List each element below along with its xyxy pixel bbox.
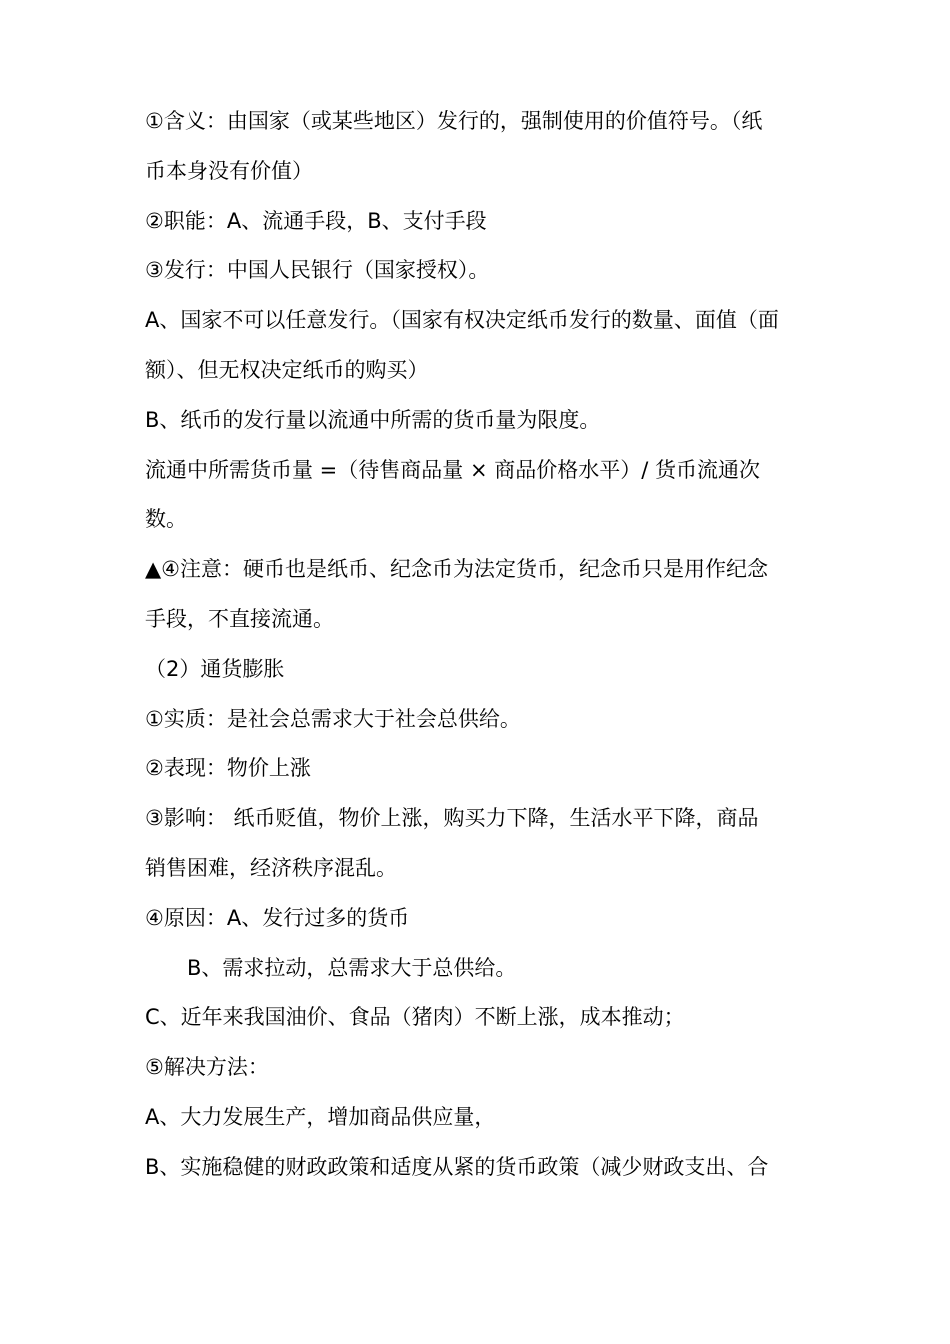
text-line: A、大力发展生产，增加商品供应量， (145, 1104, 496, 1129)
text-line: ②表现：物价上涨 (145, 756, 311, 781)
text-line: ③影响： 纸币贬值，物价上涨，购买力下降，生活水平下降，商品 (145, 806, 759, 831)
text-line: ③发行：中国人民银行（国家授权）。 (145, 258, 490, 283)
document-body (145, 97, 815, 1193)
text-line: B、实施稳健的财政政策和适度从紧的货币政策（减少财政支出、合 (145, 1154, 769, 1179)
text-line: C、近年来我国油价、食品（猪肉）不断上涨，成本推动； (145, 1005, 685, 1030)
text-line: ①含义：由国家（或某些地区）发行的，强制使用的价值符号。（纸 (145, 109, 763, 133)
text-line: ④原因：A、发行过多的货币 (145, 905, 410, 930)
text-line: A、国家不可以任意发行。（国家有权决定纸币发行的数量、面值（面 (145, 308, 779, 333)
text-line: 流通中所需货币量 =（待售商品量 × 商品价格水平）/ 货币流通次 (145, 457, 760, 482)
text-line: 额）、但无权决定纸币的购买） (145, 357, 429, 382)
text-line: B、需求拉动，总需求大于总供给。 (187, 955, 517, 980)
text-line: 销售困难，经济秩序混乱。 (145, 855, 397, 880)
text-line: 数。 (145, 507, 187, 532)
section-heading: （2）通货膨胀 (145, 656, 285, 681)
text-line: B、纸币的发行量以流通中所需的货币量为限度。 (145, 407, 601, 432)
text-line: ▲④注意：硬币也是纸币、纪念币为法定货币，纪念币只是用作纪念 (145, 557, 768, 582)
text-line: ⑤解决方法： (145, 1055, 269, 1080)
text-line: 手段，不直接流通。 (145, 606, 334, 631)
text-line: 币本身没有价值） (145, 158, 313, 183)
text-line: ②职能：A、流通手段，B、支付手段 (145, 208, 487, 233)
text-line: ①实质：是社会总需求大于社会总供给。 (145, 706, 521, 731)
